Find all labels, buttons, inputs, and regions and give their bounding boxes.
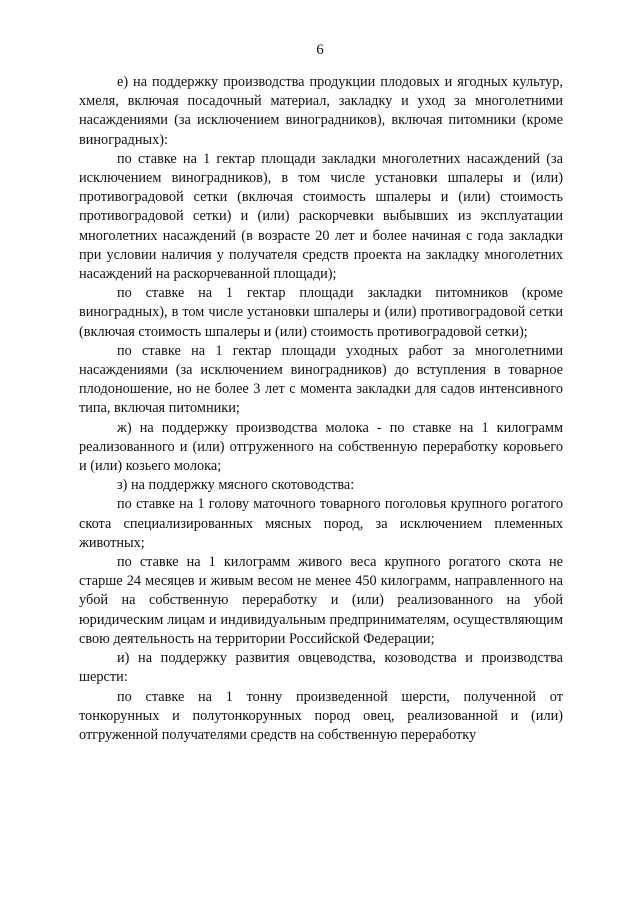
document-body	[79, 73, 563, 745]
paragraph-zh: ж) на поддержку производства молока - по ставке на 1 килограмм реализованного и (или) отгруженного на собственную переработку коровьего и (или) козьего молока;	[79, 419, 563, 475]
paragraph-z-rate-1: по ставке на 1 голову маточного товарного поголовья крупного рогатого скота специализированных мясных пород, за исключением племенных животных;	[79, 496, 563, 551]
paragraph-e: е) на поддержку производства продукции плодовых и ягодных культур, хмеля, включая посадочный материал, закладку и уход за многолетними насаждениями (за исключением виноградников), включая питомники (кроме виноградных):	[79, 74, 563, 148]
paragraph-i: и) на поддержку развития овцеводства, козоводства и производства шерсти:	[79, 650, 563, 686]
paragraph-z-rate-2: по ставке на 1 килограмм живого веса крупного рогатого скота не старше 24 месяцев и живым весом не менее 450 килограмм, направленного на убой на собственную переработку и (или) реализованного на убой юридическим лицам и индивидуальным предпринимателям, осуществляющим свою деятельность на территории Российской Федерации;	[79, 554, 563, 647]
paragraph-e-rate-1: по ставке на 1 гектар площади закладки многолетних насаждений (за исключением виноградников), в том числе установки шпалеры и (или) противоградовой сетки (включая стоимость шпалеры и (или) стоимость противоградовой сетки) и (или) раскорчевки выбывших из эксплуатации многолетних насаждений (в возрасте 20 лет и более начиная с года закладки при условии наличия у получателя средств проекта на закладку многолетних насаждений на раскорчеванной площади);	[79, 150, 563, 283]
page-number: 6	[316, 42, 324, 58]
paragraph-z: з) на поддержку мясного скотоводства:	[117, 477, 355, 494]
paragraph-e-rate-3: по ставке на 1 гектар площади уходных работ за многолетними насаждениями (за исключением виноградников) до вступления в товарное плодоношение, но не более 3 лет с момента закладки для садов интенсивного типа, включая питомники;	[79, 342, 563, 417]
paragraph-i-rate-1: по ставке на 1 тонну произведенной шерсти, полученной от тонкорунных и полутонкорунных пород овец, реализованной и (или) отгруженной получателями средств на собственную переработку	[79, 688, 563, 743]
paragraph-e-rate-2: по ставке на 1 гектар площади закладки питомников (кроме виноградных), в том числе установки шпалеры и (или) противоградовой сетки (включая стоимость шпалеры и (или) стоимость противоградовой сетки);	[79, 285, 563, 340]
